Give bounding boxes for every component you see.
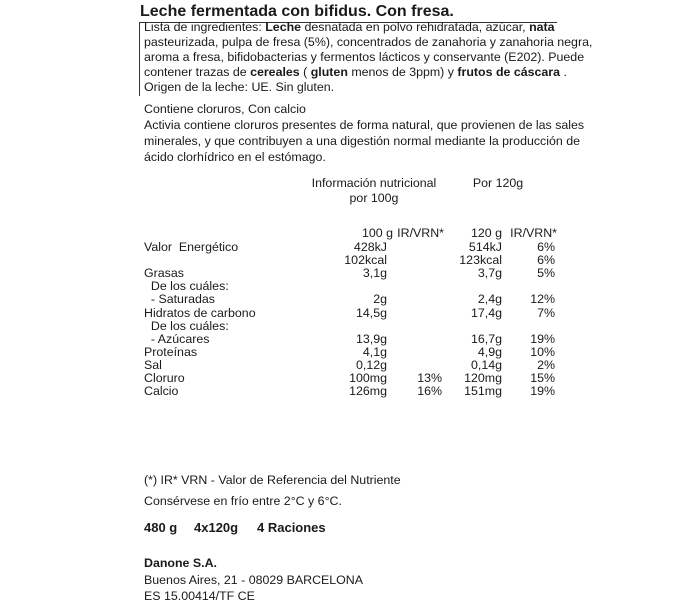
nutrition-header-120: Por 120g: [472, 176, 524, 190]
value-per-120g: 0,14g: [470, 357, 502, 372]
ir-per-120g: 6%: [537, 240, 555, 254]
allergen-text: Leche: [265, 20, 302, 34]
pack-weight: 480 g: [144, 520, 178, 535]
value-per-120g: 4,9g: [477, 344, 502, 359]
value-per-100g: 4,1g: [362, 344, 387, 359]
ingredients-line-1: [144, 20, 555, 34]
footnote: (*) IR* VRN - Valor de Referencia del Nutriente: [144, 473, 401, 487]
ingredient-text: aroma a fresa, bifidobacterias y fermentos lácticos y conservante (E202). Puede: [144, 50, 585, 64]
product-title: Leche fermentada con bifidus. Con fresa.: [140, 3, 454, 20]
value-per-100g: 102kcal: [344, 253, 387, 268]
ingredient-text: (: [299, 65, 311, 79]
nutrient-label: Hidratos de carbono: [144, 305, 256, 320]
nutrient-label: Cloruro: [144, 371, 185, 385]
claims-text-line-1: Activia contiene cloruros presentes de forma natural, que provienen de las sales: [144, 118, 585, 132]
ir-per-100g: 16%: [417, 384, 442, 399]
ir-per-120g: 19%: [530, 331, 555, 346]
value-per-100g: 126mg: [349, 384, 387, 399]
allergen-text: gluten: [310, 65, 348, 79]
company-name: Danone S.A.: [144, 556, 217, 570]
ingredients-line-2: [144, 35, 592, 49]
value-per-100g: 3,1g: [362, 266, 387, 281]
subheader-100g: 100 g: [361, 226, 393, 240]
ingredient-text: pasteurizada, pulpa de fresa (5%), concentrados de zanahoria y zanahoria negra,: [144, 35, 593, 49]
ingredients-line-3: [144, 50, 584, 64]
subheader-120g: 120 g: [470, 226, 502, 240]
ingredient-text: .: [560, 65, 567, 79]
pack-portions: 4 Raciones: [257, 520, 326, 535]
claims-text-line-2: minerales, y que contribuyen a una digestión normal mediante la producción de: [144, 134, 581, 148]
nutrient-label: Sal: [144, 357, 162, 372]
allergen-text: nata: [529, 20, 555, 34]
ir-per-120g: 6%: [537, 253, 555, 268]
nutrient-label: Proteínas: [144, 344, 198, 359]
subheader-ir-100: IR/VRN*: [397, 226, 444, 240]
value-per-100g: 2g: [373, 292, 387, 307]
ingredient-text: menos de 3ppm) y: [347, 65, 458, 79]
ingredients-line-4: [144, 65, 567, 79]
value-per-120g: 17,4g: [470, 305, 502, 320]
value-per-120g: 123kcal: [459, 253, 502, 268]
nutrient-label: Grasas: [144, 266, 184, 281]
claims-text-line-3: ácido clorhídrico en el estómago.: [144, 150, 326, 164]
subheader-ir-120: IR/VRN*: [510, 226, 557, 240]
ingredient-text: desnatada en polvo rehidratada, azúcar,: [301, 20, 530, 34]
value-per-120g: 120mg: [464, 371, 502, 385]
allergen-text: cereales: [250, 65, 300, 79]
nutrient-label: - Azúcares: [144, 331, 210, 346]
value-per-100g: 0,12g: [355, 357, 387, 372]
company-registry-code: ES 15.00414/TF CE: [144, 589, 255, 603]
ir-per-120g: 15%: [530, 371, 555, 385]
value-per-100g: 13,9g: [355, 331, 387, 346]
nutrient-label: De los cuáles:: [144, 318, 229, 333]
nutrient-label: Calcio: [144, 384, 179, 399]
value-per-100g: 428kJ: [353, 240, 387, 254]
ir-per-120g: 12%: [530, 292, 555, 307]
value-per-100g: 100mg: [349, 371, 387, 385]
value-per-120g: 151mg: [464, 384, 502, 399]
ir-per-120g: 10%: [530, 344, 555, 359]
ingredient-text: Origen de la leche: UE. Sin gluten.: [144, 80, 335, 94]
allergen-text: frutos de cáscara: [457, 65, 561, 79]
pack-units: 4x120g: [194, 520, 239, 535]
ingredient-text: Lista de ingredientes:: [144, 20, 266, 34]
ir-per-120g: 5%: [537, 266, 555, 281]
ingredients-line-5: [144, 80, 334, 94]
ir-per-120g: 7%: [537, 305, 555, 320]
nutrition-header-100-line1: Información nutricional: [311, 176, 437, 190]
nutrient-label: - Saturadas: [144, 292, 215, 307]
ir-per-100g: 13%: [417, 371, 442, 385]
nutrient-label: Valor Energético: [144, 240, 239, 254]
ir-per-120g: 2%: [537, 357, 555, 372]
nutrition-header-100-line2: por 100g: [349, 191, 399, 205]
nutrient-label: De los cuáles:: [144, 279, 229, 294]
value-per-100g: 14,5g: [355, 305, 387, 320]
ingredient-text: contener trazas de: [144, 65, 251, 79]
value-per-120g: 514kJ: [468, 240, 502, 254]
value-per-120g: 16,7g: [470, 331, 502, 346]
ir-per-120g: 19%: [530, 384, 555, 399]
company-address: Buenos Aires, 21 - 08029 BARCELONA: [144, 573, 364, 587]
value-per-120g: 2,4g: [477, 292, 502, 307]
value-per-120g: 3,7g: [477, 266, 502, 281]
claims-heading: Contiene cloruros, Con calcio: [144, 102, 306, 116]
storage-instructions: Consérvese en frío entre 2°C y 6°C.: [144, 494, 342, 508]
